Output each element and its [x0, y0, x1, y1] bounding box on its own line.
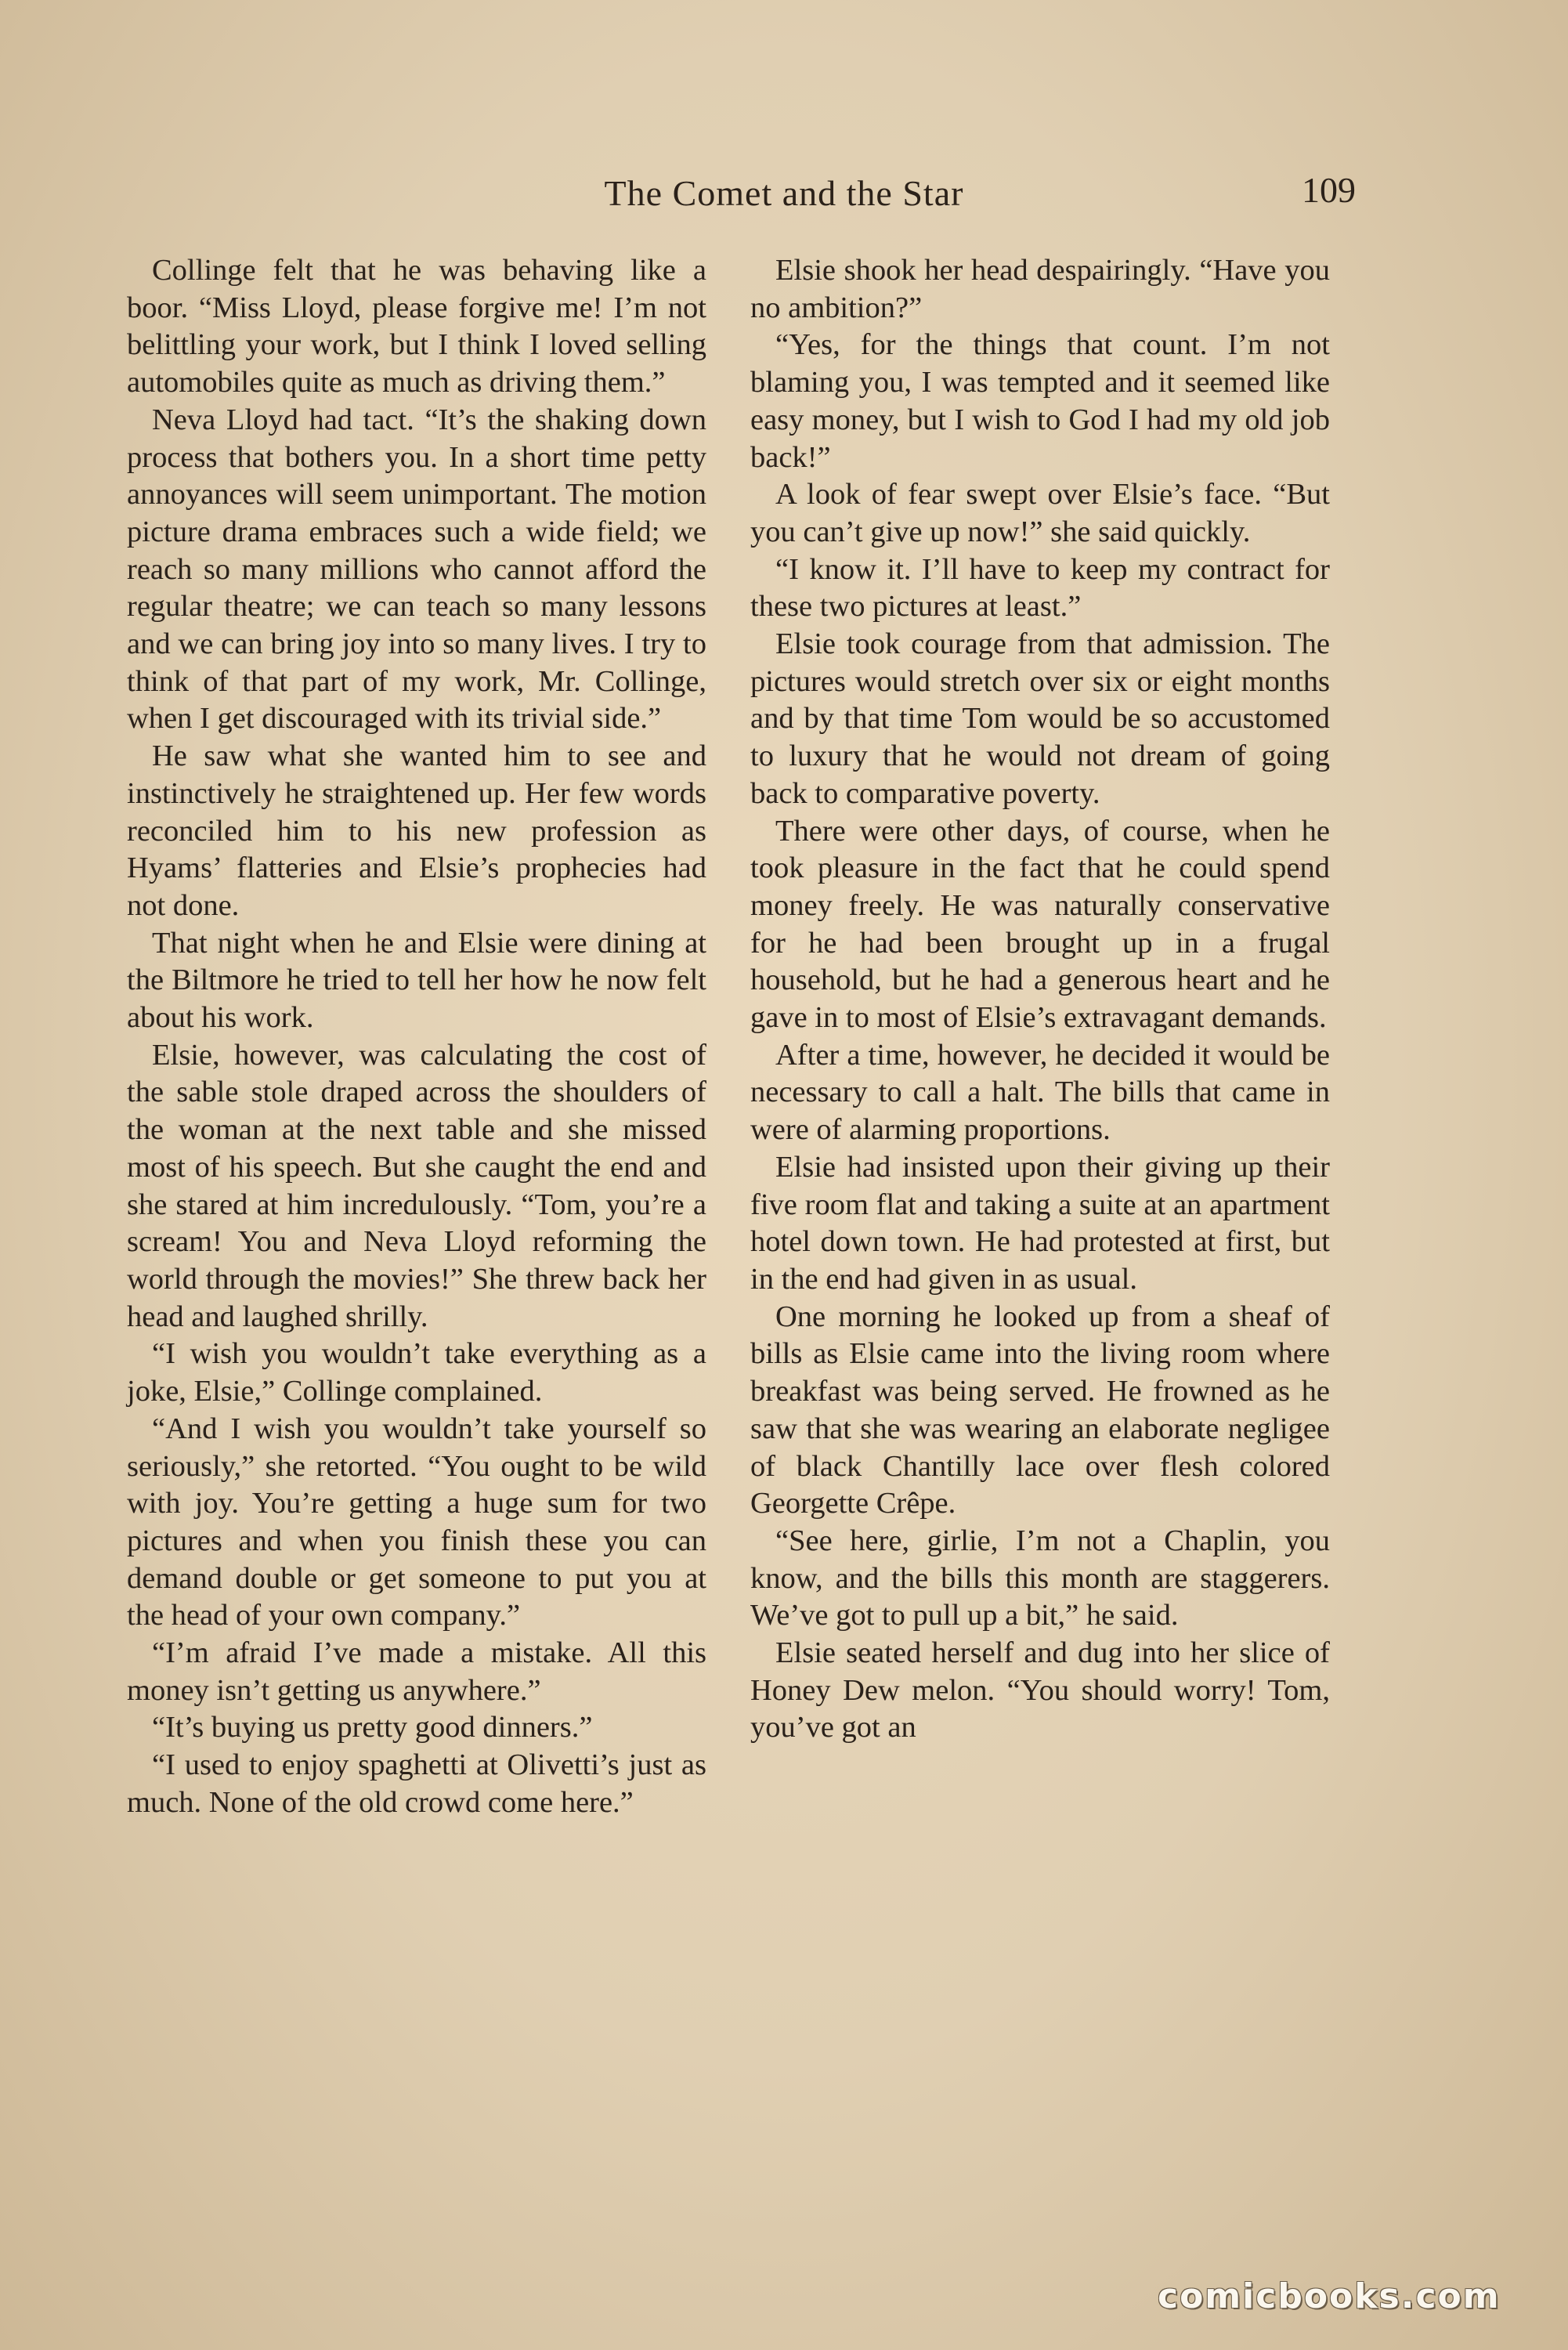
- left-paragraph-8: “I’m afraid I’ve made a mistake. All this money isn’t getting us anywhere.”: [127, 1636, 706, 1707]
- right-paragraph-2: “Yes, for the things that count. I’m not blaming you, I was tempted and it seemed like easy money, but I wish to God I had my old job back!”: [750, 328, 1330, 474]
- right-paragraph-11: Elsie seated herself and dug into her slice of Honey Dew melon. “You should worry! Tom, you’ve got an: [750, 1636, 1330, 1744]
- right-paragraph-4: “I know it. I’ll have to keep my contract for these two pictures at least.”: [750, 552, 1330, 624]
- page-number: 109: [1302, 170, 1356, 210]
- left-paragraph-3: He saw what she wanted him to see and instinctively he straightened up. Her few words reconciled him to his new profession as Hyams’ flatteries and Elsie’s prophecies had not done.: [127, 739, 706, 922]
- right-paragraph-3: A look of fear swept over Elsie’s face. “But you can’t give up now!” she said quickly.: [750, 478, 1330, 548]
- right-paragraph-6: There were other days, of course, when he took pleasure in the fact that he could spend money freely. He was naturally conservative for he had been brought up in a frugal household, but he had a generous heart and he gave in to most of Elsie’s extravagant demands.: [750, 814, 1330, 1035]
- left-column: [127, 252, 706, 1822]
- right-paragraph-8: Elsie had insisted upon their giving up their five room flat and taking a suite at an apartment hotel down town. He had protested at first, but in the end had given in as usual.: [750, 1150, 1330, 1296]
- right-paragraph-9: One morning he looked up from a sheaf of bills as Elsie came into the living room where breakfast was being served. He frowned as he saw that she was wearing an elaborate negligee of black Chantilly lace over flesh colored Georgette Crêpe.: [750, 1300, 1330, 1520]
- left-paragraph-9: “It’s buying us pretty good dinners.”: [152, 1711, 593, 1744]
- right-paragraph-1: Elsie shook her head despairingly. “Have you no ambition?”: [750, 254, 1330, 324]
- left-paragraph-10: “I used to enjoy spaghetti at Olivetti’s just as much. None of the old crowd come here.”: [127, 1748, 706, 1819]
- watermark-text: comicbooks.com: [1158, 2276, 1501, 2316]
- right-paragraph-7: After a time, however, he decided it would be necessary to call a halt. The bills that came in were of alarming proportions.: [750, 1038, 1330, 1147]
- running-title: The Comet and the Star: [604, 173, 964, 213]
- left-paragraph-4: That night when he and Elsie were dining at the Biltmore he tried to tell her how he now felt about his work.: [127, 926, 706, 1035]
- left-paragraph-6: “I wish you wouldn’t take everything as a joke, Elsie,” Collinge complained.: [127, 1337, 706, 1408]
- right-column: [750, 252, 1330, 1747]
- left-paragraph-1: Collinge felt that he was behaving like a boor. “Miss Lloyd, please forgive me! I’m not belittling your work, but I think I loved selling automobiles quite as much as driving them.”: [127, 254, 706, 400]
- left-paragraph-7: “And I wish you wouldn’t take yourself so seriously,” she retorted. “You ought to be wild with joy. You’re getting a huge sum for two pictures and when you finish these you can demand double or get someone to put you at the head of your own company.”: [127, 1412, 706, 1632]
- left-paragraph-2: Neva Lloyd had tact. “It’s the shaking down process that bothers you. In a short time petty annoyances will seem unimportant. The motion picture drama embraces such a wide field; we reach so many millions who cannot afford the regular theatre; we can teach so many lessons and we can bring joy into so many lives. I try to think of that part of my work, Mr. Collinge, when I get discouraged with its trivial side.”: [127, 403, 706, 736]
- left-paragraph-5: Elsie, however, was calculating the cost of the sable stole draped across the shoulders of the woman at the next table and she missed most of his speech. But she caught the end and she stared at him incredulously. “Tom, you’re a scream! You and Neva Lloyd reforming the world through the movies!” She threw back her head and laughed shrilly.: [127, 1038, 706, 1333]
- right-paragraph-10: “See here, girlie, I’m not a Chaplin, you know, and the bills this month are staggerers. We’ve got to pull up a bit,” he said.: [750, 1524, 1330, 1632]
- right-paragraph-5: Elsie took courage from that admission. The pictures would stretch over six or eight months and by that time Tom would be so accustomed to luxury that he would not dream of going back to comparative poverty.: [750, 627, 1330, 810]
